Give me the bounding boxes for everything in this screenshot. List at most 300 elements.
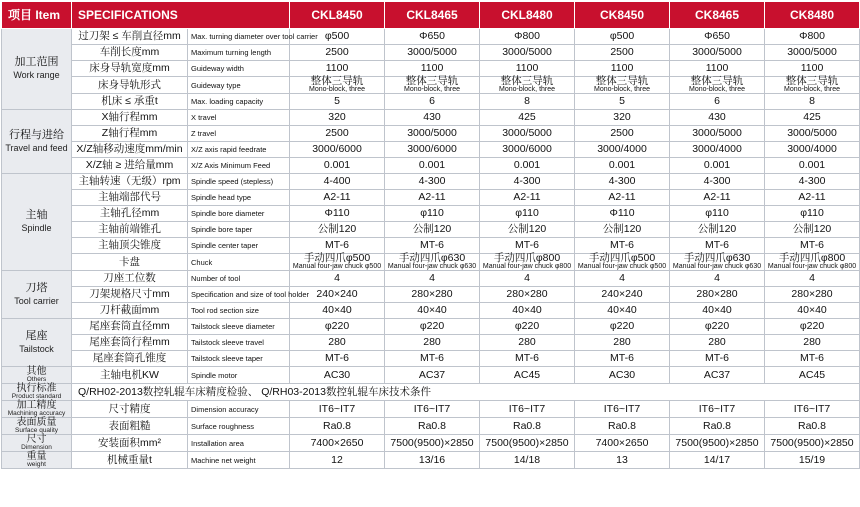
value-cell: 0.001 bbox=[290, 158, 385, 174]
value-en: Mono-block, three bbox=[689, 86, 746, 93]
group-label-en: Work range bbox=[13, 70, 60, 80]
value-cn: 整体三导轨 bbox=[785, 75, 839, 87]
table-row bbox=[2, 142, 860, 158]
value-cell: 40×40 bbox=[575, 303, 670, 319]
value-cell: 4 bbox=[385, 271, 480, 287]
value-cell: 8 bbox=[480, 94, 575, 110]
table-row bbox=[2, 206, 860, 222]
group-label bbox=[2, 418, 72, 435]
value-cell: MT-6 bbox=[670, 351, 765, 367]
value-cell: 5 bbox=[290, 94, 385, 110]
value-cell: 1100 bbox=[480, 61, 575, 77]
param-name-cn: 过刀架 ≤ 车削直径mm bbox=[72, 29, 188, 45]
value-cell: MT-6 bbox=[480, 351, 575, 367]
value-cell: MT-6 bbox=[765, 351, 860, 367]
group-label bbox=[2, 110, 72, 174]
group-label-cn: 尾座 bbox=[25, 329, 48, 342]
value-cell: AC45 bbox=[480, 367, 575, 384]
value-cell: 12 bbox=[290, 452, 385, 469]
value-cell: 0.001 bbox=[480, 158, 575, 174]
param-name-en: Surface roughness bbox=[188, 418, 290, 435]
value-cell: 公制120 bbox=[765, 222, 860, 238]
value-cell: MT-6 bbox=[765, 238, 860, 254]
value-cell: 425 bbox=[480, 110, 575, 126]
value-cell: 3000/5000 bbox=[765, 45, 860, 61]
value-cell bbox=[480, 254, 575, 271]
value-cell: 240×240 bbox=[290, 287, 385, 303]
param-name-cn: 刀座工位数 bbox=[72, 271, 188, 287]
param-name-en: Maximum turning length bbox=[188, 45, 290, 61]
value-cell: φ220 bbox=[575, 319, 670, 335]
standard-row bbox=[2, 384, 860, 401]
table-row bbox=[2, 174, 860, 190]
value-cell: 7500(9500)×2850 bbox=[670, 435, 765, 452]
value-cell: 280 bbox=[385, 335, 480, 351]
value-cell: 1100 bbox=[765, 61, 860, 77]
group-label-cn: 加工范围 bbox=[14, 56, 59, 68]
value-cell: 280 bbox=[290, 335, 385, 351]
value-cell: φ220 bbox=[670, 319, 765, 335]
value-cell: φ220 bbox=[765, 319, 860, 335]
param-name-en: Z travel bbox=[188, 126, 290, 142]
value-cell: 13 bbox=[575, 452, 670, 469]
param-name-cn: 主轴转速（无级）rpm bbox=[72, 174, 188, 190]
value-cn: 整体三导轨 bbox=[690, 75, 744, 87]
param-name-cn: X轴行程mm bbox=[72, 110, 188, 126]
value-cell: Ra0.8 bbox=[480, 418, 575, 435]
value-cell: 280×280 bbox=[480, 287, 575, 303]
value-cell: IT6~IT7 bbox=[765, 401, 860, 418]
value-cell: 280 bbox=[765, 335, 860, 351]
value-cell: 3000/6000 bbox=[290, 142, 385, 158]
value-cell: 1100 bbox=[670, 61, 765, 77]
param-name-en: Spindle center taper bbox=[188, 238, 290, 254]
value-cell: φ110 bbox=[765, 206, 860, 222]
standard-label-en: Product standard bbox=[11, 393, 62, 400]
value-cell: A2-11 bbox=[385, 190, 480, 206]
param-name-cn: X/Z轴移动速度mm/min bbox=[72, 142, 188, 158]
value-cell: 1100 bbox=[385, 61, 480, 77]
value-cell: 公制120 bbox=[385, 222, 480, 238]
table-row bbox=[2, 435, 860, 452]
value-cell: A2-11 bbox=[765, 190, 860, 206]
value-en: Mono-block, three bbox=[784, 86, 841, 93]
value-cell: MT-6 bbox=[575, 351, 670, 367]
value-cell: 0.001 bbox=[670, 158, 765, 174]
table-row bbox=[2, 319, 860, 335]
value-cell: φ110 bbox=[385, 206, 480, 222]
value-cell: Φ800 bbox=[480, 29, 575, 45]
value-cell: 6 bbox=[670, 94, 765, 110]
param-name-en: Spindle motor bbox=[188, 367, 290, 384]
group-label-en: Surface quality bbox=[15, 427, 58, 434]
value-cell: 280×280 bbox=[765, 287, 860, 303]
value-cell: φ220 bbox=[385, 319, 480, 335]
value-cell: φ110 bbox=[670, 206, 765, 222]
value-cell: 40×40 bbox=[670, 303, 765, 319]
value-cell: 2500 bbox=[290, 45, 385, 61]
value-cell: 40×40 bbox=[765, 303, 860, 319]
value-cell: 280 bbox=[575, 335, 670, 351]
group-label-en: Tailstock bbox=[19, 343, 54, 354]
value-en: Mono-block, three bbox=[499, 86, 556, 93]
value-cell: Φ110 bbox=[290, 206, 385, 222]
value-cell: IT6~IT7 bbox=[480, 401, 575, 418]
value-cell: φ110 bbox=[480, 206, 575, 222]
value-cell: 3000/5000 bbox=[670, 45, 765, 61]
group-label-cn: 其他 bbox=[26, 366, 47, 377]
value-cell: 425 bbox=[765, 110, 860, 126]
value-cell: Ra0.8 bbox=[385, 418, 480, 435]
table-row bbox=[2, 158, 860, 174]
value-cell bbox=[290, 254, 385, 271]
value-cell bbox=[385, 254, 480, 271]
value-cell: MT-6 bbox=[575, 238, 670, 254]
value-cell: 40×40 bbox=[480, 303, 575, 319]
param-name-cn: 主轴端部代号 bbox=[72, 190, 188, 206]
table-row bbox=[2, 222, 860, 238]
group-label bbox=[2, 29, 72, 110]
value-cell: 4-300 bbox=[575, 174, 670, 190]
param-name-cn: 床身导轨形式 bbox=[72, 77, 188, 94]
value-cell: 公制120 bbox=[480, 222, 575, 238]
value-en: Manual four-jaw chuck φ800 bbox=[482, 263, 572, 270]
standard-text: Q/RH02-2013数控轧辊车床精度检验、 Q/RH03-2013数控轧辊车床技术条件 bbox=[72, 384, 860, 401]
value-cell: A2-11 bbox=[480, 190, 575, 206]
value-cell: Ra0.8 bbox=[575, 418, 670, 435]
value-en: Mono-block, three bbox=[404, 86, 461, 93]
param-name-cn: 尾座套筒孔锥度 bbox=[72, 351, 188, 367]
value-cell: MT-6 bbox=[480, 238, 575, 254]
value-en: Manual four-jaw chuck φ630 bbox=[387, 263, 477, 270]
value-cell bbox=[575, 254, 670, 271]
value-cell: 3000/4000 bbox=[670, 142, 765, 158]
value-cn: 整体三导轨 bbox=[310, 75, 364, 87]
value-cn: 手动四爪φ500 bbox=[303, 252, 371, 264]
param-name-en: Dimension accuracy bbox=[188, 401, 290, 418]
param-name-en: Guideway type bbox=[188, 77, 290, 94]
param-name-cn: 卡盘 bbox=[72, 254, 188, 271]
group-label-cn: 表面质量 bbox=[16, 417, 57, 428]
value-cell: MT-6 bbox=[290, 351, 385, 367]
value-cn: 手动四爪φ630 bbox=[398, 252, 466, 264]
group-label bbox=[2, 271, 72, 319]
value-cell: 4 bbox=[575, 271, 670, 287]
group-label-cn: 主轴 bbox=[25, 209, 48, 221]
value-cell: φ500 bbox=[290, 29, 385, 45]
value-cell: 13/16 bbox=[385, 452, 480, 469]
value-cell bbox=[670, 254, 765, 271]
value-cn: 手动四爪φ800 bbox=[493, 252, 561, 264]
value-cell: AC30 bbox=[290, 367, 385, 384]
value-cn: 手动四爪φ500 bbox=[588, 252, 656, 264]
header-row bbox=[2, 2, 860, 29]
value-cell: 公制120 bbox=[290, 222, 385, 238]
group-label-en: Dimension bbox=[21, 444, 52, 451]
param-name-cn: X/Z轴 ≥ 进给量mm bbox=[72, 158, 188, 174]
value-cell: AC45 bbox=[765, 367, 860, 384]
group-label bbox=[2, 367, 72, 384]
value-cell: 14/18 bbox=[480, 452, 575, 469]
param-name-en: Chuck bbox=[188, 254, 290, 271]
group-label bbox=[2, 174, 72, 271]
value-en: Manual four-jaw chuck φ500 bbox=[577, 263, 667, 270]
group-label-en: Machining accuracy bbox=[7, 410, 66, 417]
param-name-cn: Z轴行程mm bbox=[72, 126, 188, 142]
group-label-cn: 刀塔 bbox=[25, 281, 48, 294]
value-cell: Φ650 bbox=[385, 29, 480, 45]
value-cell: φ220 bbox=[290, 319, 385, 335]
table-row bbox=[2, 126, 860, 142]
value-cell: 公制120 bbox=[575, 222, 670, 238]
value-cell: 3000/6000 bbox=[480, 142, 575, 158]
group-label-cn: 行程与进给 bbox=[9, 128, 64, 141]
value-cell: 3000/5000 bbox=[385, 126, 480, 142]
value-cell: AC30 bbox=[575, 367, 670, 384]
value-cell: MT-6 bbox=[385, 238, 480, 254]
group-label-en: Spindle bbox=[21, 223, 52, 233]
group-label-cn: 加工精度 bbox=[16, 400, 57, 411]
value-cell: 4 bbox=[670, 271, 765, 287]
param-name-en: Machine net weight bbox=[188, 452, 290, 469]
value-cell: 3000/5000 bbox=[385, 45, 480, 61]
standard-label-cn: 执行标准 bbox=[16, 383, 57, 394]
value-cell: 320 bbox=[290, 110, 385, 126]
value-cell: 3000/5000 bbox=[480, 45, 575, 61]
param-name-en: X/Z Axis Minimum Feed bbox=[188, 158, 290, 174]
value-cell bbox=[575, 77, 670, 94]
value-cell: 0.001 bbox=[575, 158, 670, 174]
value-cell bbox=[290, 77, 385, 94]
param-name-cn: 主轴前端锥孔 bbox=[72, 222, 188, 238]
value-cell: 公制120 bbox=[670, 222, 765, 238]
table-row bbox=[2, 45, 860, 61]
value-cell: 7500(9500)×2850 bbox=[480, 435, 575, 452]
table-row bbox=[2, 303, 860, 319]
value-cell: Φ800 bbox=[765, 29, 860, 45]
value-cell: 40×40 bbox=[385, 303, 480, 319]
value-cell: 7400×2650 bbox=[290, 435, 385, 452]
value-cell bbox=[480, 77, 575, 94]
group-label bbox=[2, 401, 72, 418]
value-en: Mono-block, three bbox=[309, 86, 366, 93]
value-cell: MT-6 bbox=[290, 238, 385, 254]
table-row bbox=[2, 29, 860, 45]
value-cell: 7500(9500)×2850 bbox=[385, 435, 480, 452]
value-cell: Φ110 bbox=[575, 206, 670, 222]
param-name-cn: 主轴孔径mm bbox=[72, 206, 188, 222]
value-cell: MT-6 bbox=[385, 351, 480, 367]
value-cell bbox=[765, 77, 860, 94]
value-cell: φ500 bbox=[575, 29, 670, 45]
header-model: CKL8480 bbox=[480, 2, 575, 29]
value-cell: 1100 bbox=[575, 61, 670, 77]
param-name-cn: 机械重量t bbox=[72, 452, 188, 469]
table-row bbox=[2, 94, 860, 110]
param-name-cn: 表面粗糙 bbox=[72, 418, 188, 435]
param-name-cn: 主轴电机KW bbox=[72, 367, 188, 384]
value-cell: IT6~IT7 bbox=[670, 401, 765, 418]
standard-label bbox=[2, 384, 72, 401]
value-cell: IT6~IT7 bbox=[290, 401, 385, 418]
value-cell: 430 bbox=[670, 110, 765, 126]
value-cell bbox=[765, 254, 860, 271]
value-cell: 3000/5000 bbox=[480, 126, 575, 142]
value-cell: 7400×2650 bbox=[575, 435, 670, 452]
value-cell: Ra0.8 bbox=[670, 418, 765, 435]
value-cell: 40×40 bbox=[290, 303, 385, 319]
param-name-en: Spindle head type bbox=[188, 190, 290, 206]
value-cell: 0.001 bbox=[765, 158, 860, 174]
param-name-cn: 刀架规格尺寸mm bbox=[72, 287, 188, 303]
group-label-cn: 尺寸 bbox=[26, 434, 47, 445]
value-cell: 320 bbox=[575, 110, 670, 126]
table-row bbox=[2, 335, 860, 351]
value-cn: 整体三导轨 bbox=[405, 75, 459, 87]
value-cell: 15/19 bbox=[765, 452, 860, 469]
value-cell: 1100 bbox=[290, 61, 385, 77]
value-cell: Ra0.8 bbox=[290, 418, 385, 435]
value-cn: 整体三导轨 bbox=[500, 75, 554, 87]
value-cell: 3000/6000 bbox=[385, 142, 480, 158]
value-cell: 0.001 bbox=[385, 158, 480, 174]
value-cell bbox=[385, 77, 480, 94]
group-label bbox=[2, 319, 72, 367]
value-cell: 4 bbox=[480, 271, 575, 287]
value-cell: φ220 bbox=[480, 319, 575, 335]
table-row bbox=[2, 287, 860, 303]
value-cell: 280 bbox=[480, 335, 575, 351]
header-model: CKL8450 bbox=[290, 2, 385, 29]
value-en: Manual four-jaw chuck φ500 bbox=[292, 263, 382, 270]
value-en: Manual four-jaw chuck φ630 bbox=[672, 263, 762, 270]
param-name-cn: 机床 ≤ 承重t bbox=[72, 94, 188, 110]
value-cell: 6 bbox=[385, 94, 480, 110]
table-row bbox=[2, 351, 860, 367]
param-name-en: Max. turning diameter over tool carrier bbox=[188, 29, 290, 45]
value-cell: A2-11 bbox=[575, 190, 670, 206]
header-model: CK8450 bbox=[575, 2, 670, 29]
table-row bbox=[2, 77, 860, 94]
spec-body bbox=[2, 29, 860, 469]
value-cell: 280×280 bbox=[670, 287, 765, 303]
value-cell: 7500(9500)×2850 bbox=[765, 435, 860, 452]
param-name-en: Specification and size of tool holder bbox=[188, 287, 290, 303]
value-cell: AC37 bbox=[385, 367, 480, 384]
param-name-en: Spindle bore diameter bbox=[188, 206, 290, 222]
value-cell: MT-6 bbox=[670, 238, 765, 254]
param-name-cn: 床身导轨宽度mm bbox=[72, 61, 188, 77]
value-cell: 3000/5000 bbox=[765, 126, 860, 142]
spec-table bbox=[1, 1, 860, 469]
value-cell: 280 bbox=[670, 335, 765, 351]
value-cell: 4 bbox=[765, 271, 860, 287]
value-cell: 3000/4000 bbox=[575, 142, 670, 158]
group-label-en: Others bbox=[26, 376, 47, 383]
group-label-en: Tool carrier bbox=[14, 295, 59, 306]
value-cell: 4 bbox=[290, 271, 385, 287]
value-cell: 4-300 bbox=[385, 174, 480, 190]
param-name-en: Spindle speed (stepless) bbox=[188, 174, 290, 190]
value-cn: 手动四爪φ800 bbox=[778, 252, 846, 264]
param-name-cn: 主轴顶尖锥度 bbox=[72, 238, 188, 254]
value-cell: 5 bbox=[575, 94, 670, 110]
value-cn: 整体三导轨 bbox=[595, 75, 649, 87]
group-label bbox=[2, 452, 72, 469]
value-cell: 4-400 bbox=[290, 174, 385, 190]
table-row bbox=[2, 452, 860, 469]
value-cell: 8 bbox=[765, 94, 860, 110]
param-name-cn: 车削长度mm bbox=[72, 45, 188, 61]
value-cell: 2500 bbox=[290, 126, 385, 142]
value-cell: 4-300 bbox=[765, 174, 860, 190]
param-name-cn: 尺寸精度 bbox=[72, 401, 188, 418]
group-label bbox=[2, 435, 72, 452]
value-cell: 3000/4000 bbox=[765, 142, 860, 158]
table-row bbox=[2, 254, 860, 271]
table-row bbox=[2, 110, 860, 126]
value-cell: IT6~IT7 bbox=[575, 401, 670, 418]
header-item: 项目 Item bbox=[2, 2, 72, 29]
param-name-en: X travel bbox=[188, 110, 290, 126]
value-cell: 280×280 bbox=[385, 287, 480, 303]
param-name-en: Installation area bbox=[188, 435, 290, 452]
header-specifications: SPECIFICATIONS bbox=[72, 2, 290, 29]
param-name-en: Number of tool bbox=[188, 271, 290, 287]
header-model: CK8480 bbox=[765, 2, 860, 29]
param-name-cn: 刀杆截面mm bbox=[72, 303, 188, 319]
table-row bbox=[2, 367, 860, 384]
value-cell bbox=[670, 77, 765, 94]
param-name-en: Tailstock sleeve diameter bbox=[188, 319, 290, 335]
value-cell: 3000/5000 bbox=[670, 126, 765, 142]
param-name-en: X/Z axis rapid feedrate bbox=[188, 142, 290, 158]
value-cell: IT6~IT7 bbox=[385, 401, 480, 418]
table-row bbox=[2, 190, 860, 206]
value-cell: 2500 bbox=[575, 126, 670, 142]
param-name-en: Spindle bore taper bbox=[188, 222, 290, 238]
value-cell: Ra0.8 bbox=[765, 418, 860, 435]
value-en: Manual four-jaw chuck φ800 bbox=[767, 263, 857, 270]
value-cell: 240×240 bbox=[575, 287, 670, 303]
value-cell: Φ650 bbox=[670, 29, 765, 45]
value-en: Mono-block, three bbox=[594, 86, 651, 93]
param-name-en: Tailstock sleeve travel bbox=[188, 335, 290, 351]
value-cn: 手动四爪φ630 bbox=[683, 252, 751, 264]
group-label-cn: 重量 bbox=[26, 451, 47, 462]
value-cell: A2-11 bbox=[670, 190, 765, 206]
param-name-en: Tailstock sleeve taper bbox=[188, 351, 290, 367]
param-name-cn: 安装面积mm² bbox=[72, 435, 188, 452]
header-model: CK8465 bbox=[670, 2, 765, 29]
header-model: CKL8465 bbox=[385, 2, 480, 29]
value-cell: 14/17 bbox=[670, 452, 765, 469]
value-cell: 2500 bbox=[575, 45, 670, 61]
param-name-en: Guideway width bbox=[188, 61, 290, 77]
value-cell: AC37 bbox=[670, 367, 765, 384]
value-cell: A2-11 bbox=[290, 190, 385, 206]
group-label-en: Travel and feed bbox=[5, 142, 68, 153]
value-cell: 4-300 bbox=[480, 174, 575, 190]
table-row bbox=[2, 271, 860, 287]
param-name-en: Tool rod section size bbox=[188, 303, 290, 319]
param-name-cn: 尾座套筒直径mm bbox=[72, 319, 188, 335]
table-row bbox=[2, 401, 860, 418]
table-row bbox=[2, 418, 860, 435]
value-cell: 4-300 bbox=[670, 174, 765, 190]
group-label-en: weight bbox=[27, 461, 46, 468]
param-name-cn: 尾座套筒行程mm bbox=[72, 335, 188, 351]
